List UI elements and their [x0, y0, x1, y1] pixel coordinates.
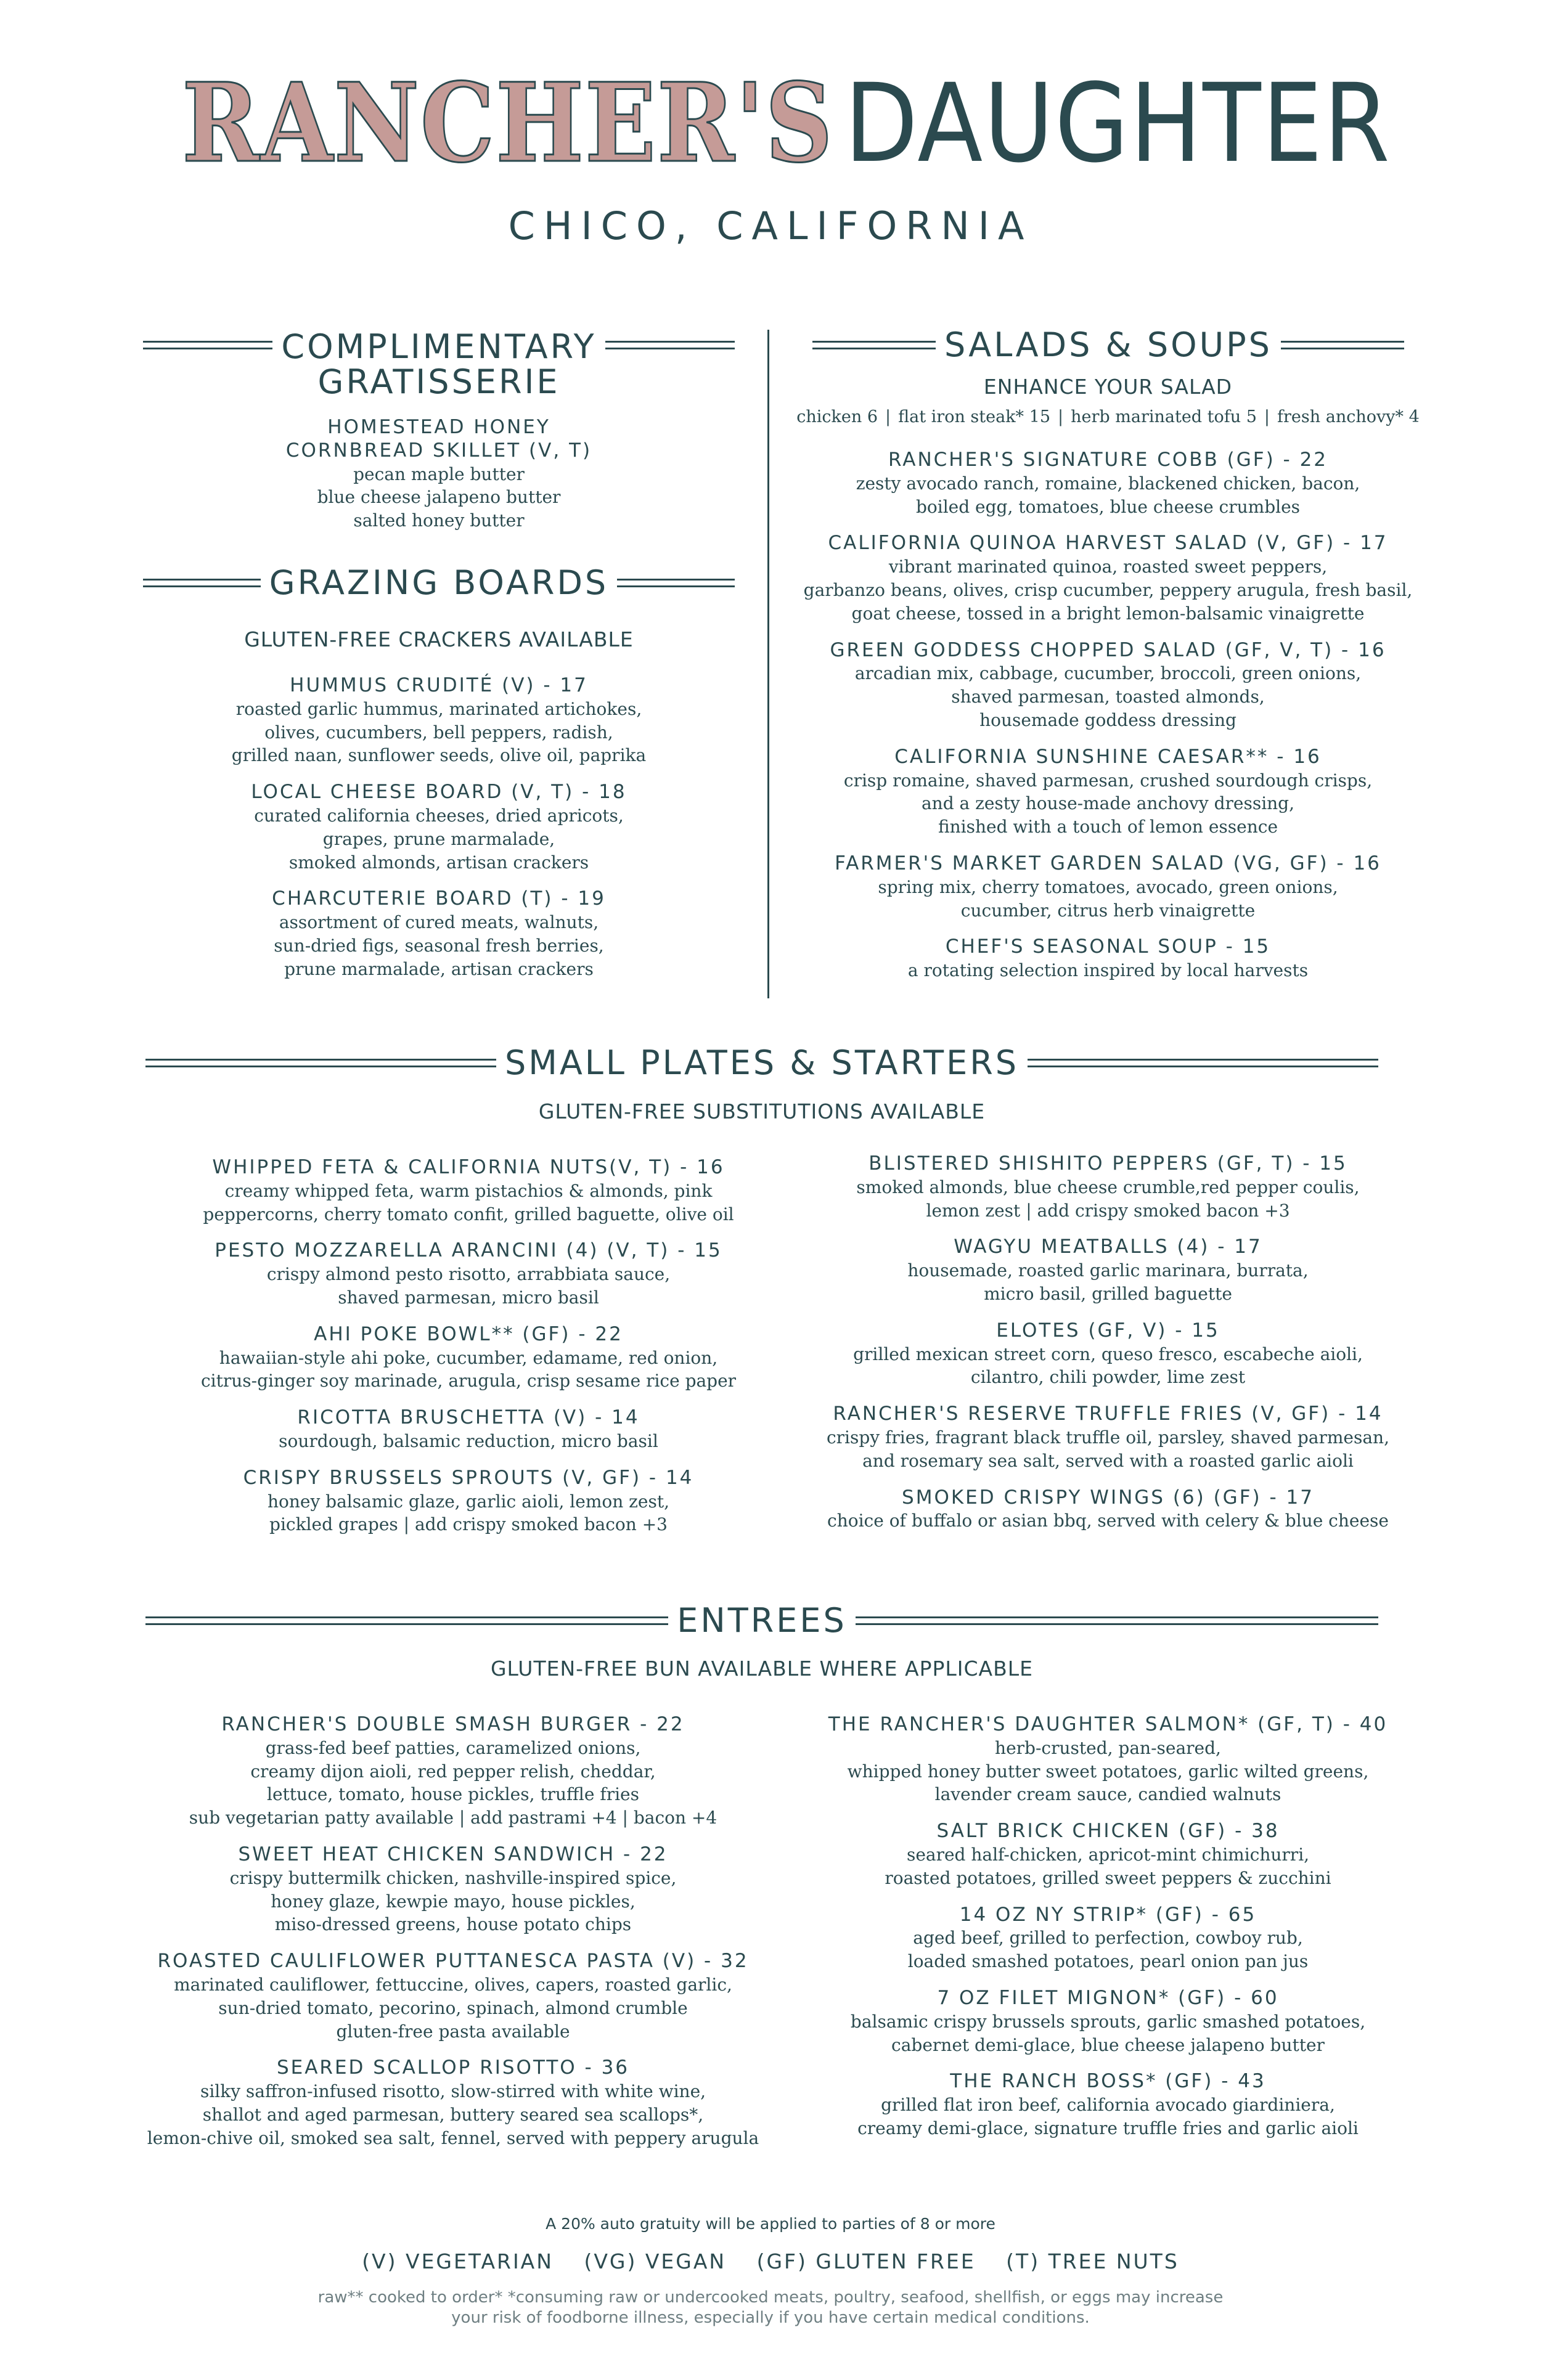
- desc-line: marinated cauliflower, fettuccine, olives, capers, roasted garlic,: [174, 1975, 732, 1995]
- item-description: [795, 2010, 1421, 2057]
- item-name: RANCHER'S DOUBLE SMASH BURGER - 22: [221, 1713, 685, 1735]
- desc-line: crispy fries, fragrant black truffle oil, parsley, shaved parmesan,: [826, 1427, 1389, 1448]
- desc-line: grapes, prune marmalade,: [322, 828, 555, 849]
- enhance-option: flat iron steak* 15: [898, 407, 1050, 426]
- desc-line: lemon-chive oil, smoked sea salt, fennel, served with peppery arugula: [147, 2127, 759, 2148]
- desc-line: smoked almonds, blue cheese crumble,red pepper coulis,: [856, 1176, 1360, 1197]
- item-description: [795, 769, 1421, 839]
- item-name: FARMER'S MARKET GARDEN SALAD (VG, GF) - 16: [835, 852, 1381, 875]
- desc-line: grilled naan, sunflower seeds, olive oil, paprika: [231, 745, 647, 766]
- desc-line: silky saffron-infused risotto, slow-stirred with white wine,: [200, 2081, 706, 2102]
- item-description: [795, 1737, 1421, 1806]
- heading-rule: [856, 1616, 1378, 1625]
- item-name: SWEET HEAT CHICKEN SANDWICH - 22: [238, 1843, 668, 1865]
- menu-item: [795, 532, 1421, 625]
- desc-line: finished with a touch of lemon essence: [938, 817, 1278, 837]
- item-description: [795, 662, 1421, 732]
- location: CHICO, CALIFORNIA: [508, 203, 1033, 248]
- legend-item: (T) TREE NUTS: [1006, 2249, 1179, 2273]
- item-name: RANCHER'S SIGNATURE COBB (GF) - 22: [888, 449, 1328, 471]
- item-description: [795, 555, 1421, 625]
- item-name: CALIFORNIA SUNSHINE CAESAR** - 16: [894, 745, 1322, 768]
- desc-line: housemade goddess dressing: [979, 710, 1236, 731]
- salads-column: [795, 449, 1421, 996]
- menu-item: [143, 416, 735, 532]
- menu-item: [126, 1950, 780, 2043]
- menu-item: [795, 639, 1421, 732]
- desc-line: shaved parmesan, toasted almonds,: [951, 687, 1265, 707]
- desc-line: crispy buttermilk chicken, nashville-inspired spice,: [229, 1867, 677, 1888]
- item-description: [126, 1867, 780, 1936]
- desc-line: housemade, roasted garlic marinara, burrata,: [907, 1260, 1309, 1281]
- item-description: [795, 1426, 1421, 1473]
- item-description: [143, 463, 735, 532]
- desc-line: cilantro, chili powder, lime zest: [970, 1367, 1246, 1388]
- item-name: CHARCUTERIE BOARD (T) - 19: [272, 887, 606, 910]
- menu-item: [795, 1486, 1421, 1533]
- desc-line: crispy almond pesto risotto, arrabbiata sauce,: [266, 1264, 671, 1285]
- menu-item: [143, 887, 735, 980]
- menu-item: [795, 1820, 1421, 1889]
- section-title: SMALL PLATES & STARTERS: [504, 1043, 1020, 1082]
- disclaimer-line: raw** cooked to order* *consuming raw or undercooked meats, poultry, seafood, shellfish, or eggs may increase: [317, 2288, 1224, 2307]
- entrees-left-column: [126, 1713, 780, 2164]
- heading-rule: [143, 579, 261, 587]
- menu-item: [143, 781, 735, 874]
- desc-line: aged beef, grilled to perfection, cowboy rub,: [913, 1928, 1303, 1949]
- menu-item: [795, 852, 1421, 922]
- desc-line: seared half-chicken, apricot-mint chimichurri,: [906, 1844, 1310, 1865]
- desc-line: arcadian mix, cabbage, cucumber, broccoli, green onions,: [854, 663, 1362, 684]
- item-name: ROASTED CAULIFLOWER PUTTANESCA PASTA (V) - 32: [157, 1950, 749, 1973]
- desc-line: hawaiian-style ahi poke, cucumber, edamame, red onion,: [219, 1347, 718, 1368]
- item-name: SEARED SCALLOP RISOTTO - 36: [276, 2056, 630, 2079]
- section-heading-salads: [812, 325, 1404, 364]
- menu-item: [795, 935, 1421, 982]
- item-name: LOCAL CHEESE BOARD (V, T) - 18: [251, 781, 627, 804]
- item-name: 7 OZ FILET MIGNON* (GF) - 60: [937, 1987, 1279, 2010]
- menu-item: [795, 746, 1421, 839]
- item-description: [166, 1347, 770, 1393]
- menu-item: [795, 2070, 1421, 2140]
- item-name: PESTO MOZZARELLA ARANCINI (4) (V, T) - 15: [215, 1239, 722, 1262]
- desc-line: zesty avocado ranch, romaine, blackened chicken, bacon,: [856, 473, 1360, 494]
- heading-rule: [145, 1616, 668, 1625]
- desc-line: blue cheese jalapeno butter: [317, 487, 561, 508]
- menu-item: [795, 1987, 1421, 2056]
- item-name: THE RANCHER'S DAUGHTER SALMON* (GF, T) - 40: [828, 1713, 1388, 1735]
- heading-rule: [617, 579, 735, 587]
- desc-line: creamy whipped feta, warm pistachios & almonds, pink: [224, 1180, 713, 1201]
- enhance-block: [795, 375, 1421, 426]
- section-heading-small-plates: [145, 1043, 1378, 1082]
- desc-line: citrus-ginger soy marinade, arugula, crisp sesame rice paper: [200, 1371, 737, 1392]
- item-name: BLISTERED SHISHITO PEPPERS (GF, T) - 15: [869, 1152, 1347, 1175]
- item-name: RANCHER'S RESERVE TRUFFLE FRIES (V, GF) - 14: [833, 1403, 1383, 1425]
- desc-line: grilled flat iron beef, california avocado giardiniera,: [881, 2095, 1335, 2116]
- item-name: HUMMUS CRUDITÉ (V) - 17: [290, 674, 588, 696]
- desc-line: loaded smashed potatoes, pearl onion pan jus: [907, 1951, 1309, 1972]
- item-description: [126, 1973, 780, 2043]
- heading-rule: [143, 341, 272, 349]
- item-name: CHEF'S SEASONAL SOUP - 15: [945, 935, 1271, 958]
- desc-line: gluten-free pasta available: [336, 2021, 570, 2042]
- desc-line: spring mix, cherry tomatoes, avocado, green onions,: [878, 876, 1338, 897]
- brand-logo: [0, 59, 1541, 187]
- desc-line: herb-crusted, pan-seared,: [995, 1737, 1221, 1758]
- desc-line: crisp romaine, shaved parmesan, crushed sourdough crisps,: [843, 770, 1373, 791]
- desc-line: creamy demi-glace, signature truffle fries and garlic aioli: [857, 2118, 1359, 2139]
- item-description: [126, 1737, 780, 1830]
- entrees-note: GLUTEN-FREE BUN AVAILABLE WHERE APPLICABLE: [490, 1657, 1033, 1681]
- title-line: COMPLIMENTARY: [281, 327, 597, 366]
- desc-line: creamy dijon aioli, red pepper relish, cheddar,: [250, 1761, 656, 1782]
- legend-item: (V) VEGETARIAN: [362, 2249, 554, 2273]
- menu-item: [795, 1152, 1421, 1222]
- desc-line: vibrant marinated quinoa, roasted sweet peppers,: [888, 556, 1328, 577]
- desc-line: sub vegetarian patty available | add pastrami +4 | bacon +4: [189, 1807, 717, 1828]
- item-description: [166, 1263, 770, 1310]
- title-line: GRATISSERIE: [317, 362, 560, 401]
- desc-line: a rotating selection inspired by local harvests: [907, 960, 1309, 981]
- item-name: WAGYU MEATBALLS (4) - 17: [954, 1236, 1262, 1258]
- desc-line: smoked almonds, artisan crackers: [288, 852, 589, 873]
- desc-line: roasted garlic hummus, marinated artichokes,: [235, 698, 642, 719]
- item-name: [143, 416, 735, 463]
- desc-line: assortment of cured meats, walnuts,: [279, 912, 599, 933]
- desc-line: peppercorns, cherry tomato confit, grilled baguette, olive oil: [203, 1204, 734, 1225]
- item-name: CRISPY BRUSSELS SPROUTS (V, GF) - 14: [243, 1466, 694, 1489]
- menu-item: [166, 1467, 770, 1536]
- desc-line: and rosemary sea salt, served with a roasted garlic aioli: [862, 1450, 1354, 1471]
- menu-item: [166, 1323, 770, 1393]
- item-description: [795, 1926, 1421, 1973]
- section-heading-entrees: [145, 1601, 1378, 1640]
- item-description: [166, 1490, 770, 1537]
- menu-item: [795, 449, 1421, 518]
- desc-line: cabernet demi-glace, blue cheese jalapeno butter: [891, 2034, 1325, 2055]
- heading-rule: [1281, 341, 1404, 349]
- item-description: [795, 2093, 1421, 2140]
- small-plates-left-column: [166, 1156, 770, 1550]
- desc-line: pecan maple butter: [353, 463, 525, 484]
- item-name: SMOKED CRISPY WINGS (6) (GF) - 17: [902, 1486, 1314, 1509]
- enhance-options: chicken 6 | flat iron steak* 15 | herb marinated tofu 5 | fresh anchovy* 4: [796, 407, 1420, 426]
- desc-line: sun-dried figs, seasonal fresh berries,: [274, 935, 604, 956]
- section-title: GRAZING BOARDS: [269, 563, 609, 602]
- section-title: [272, 327, 605, 401]
- desc-line: olives, cucumbers, bell peppers, radish,: [264, 722, 613, 743]
- enhance-option: fresh anchovy* 4: [1277, 407, 1420, 426]
- menu-item: [795, 1904, 1421, 1973]
- menu-item: [166, 1156, 770, 1226]
- item-description: [795, 959, 1421, 982]
- legend-item: (VG) VEGAN: [584, 2249, 727, 2273]
- desc-line: balsamic crispy brussels sprouts, garlic smashed potatoes,: [850, 2011, 1366, 2032]
- item-name-line: HOMESTEAD HONEY: [327, 416, 550, 438]
- desc-line: salted honey butter: [353, 510, 525, 531]
- item-description: [166, 1430, 770, 1453]
- desc-line: grilled mexican street corn, queso fresco, escabeche aioli,: [853, 1343, 1363, 1364]
- menu-item: [126, 2056, 780, 2150]
- menu-item: [126, 1843, 780, 1936]
- desc-line: honey glaze, kewpie mayo, house pickles,: [271, 1891, 636, 1912]
- grazing-note: GLUTEN-FREE CRACKERS AVAILABLE: [244, 627, 634, 651]
- desc-line: pickled grapes | add crispy smoked bacon +3: [269, 1514, 668, 1535]
- grazing-column: [143, 674, 735, 995]
- item-name: 14 OZ NY STRIP* (GF) - 65: [959, 1903, 1257, 1926]
- item-name: GREEN GODDESS CHOPPED SALAD (GF, V, T) - 16: [830, 638, 1386, 661]
- heading-rule: [145, 1059, 496, 1067]
- small-plates-note: GLUTEN-FREE SUBSTITUTIONS AVAILABLE: [538, 1099, 986, 1123]
- enhance-title: ENHANCE YOUR SALAD: [983, 375, 1233, 399]
- item-description: [143, 804, 735, 874]
- desc-line: curated california cheeses, dried apricots,: [254, 805, 624, 826]
- item-name: CALIFORNIA QUINOA HARVEST SALAD (V, GF) - 17: [828, 532, 1388, 555]
- enhance-option: herb marinated tofu 5: [1071, 407, 1257, 426]
- desc-line: sun-dried tomato, pecorino, spinach, almond crumble: [218, 1997, 688, 2018]
- desc-line: whipped honey butter sweet potatoes, garlic wilted greens,: [847, 1761, 1369, 1782]
- desc-line: miso-dressed greens, house potato chips: [274, 1914, 632, 1935]
- desc-line: lavender cream sauce, candied walnuts: [934, 1784, 1281, 1805]
- section-title: SALADS & SOUPS: [944, 325, 1272, 364]
- item-name: SALT BRICK CHICKEN (GF) - 38: [936, 1820, 1280, 1843]
- desc-line: goat cheese, tossed in a bright lemon-balsamic vinaigrette: [851, 603, 1365, 624]
- menu-item: [143, 674, 735, 767]
- item-name: WHIPPED FETA & CALIFORNIA NUTS(V, T) - 16: [212, 1156, 725, 1178]
- item-description: [143, 911, 735, 980]
- brand-name-right: DAUGHTER: [844, 60, 1391, 187]
- heading-rule: [1028, 1059, 1378, 1067]
- desc-line: shaved parmesan, micro basil: [338, 1287, 599, 1308]
- desc-line: choice of buffalo or asian bbq, served with celery & blue cheese: [827, 1510, 1389, 1531]
- item-description: [795, 472, 1421, 519]
- item-description: [795, 1176, 1421, 1223]
- item-description: [795, 1343, 1421, 1390]
- menu-item: [166, 1406, 770, 1453]
- column-divider: [767, 330, 769, 998]
- desc-line: micro basil, grilled baguette: [984, 1284, 1232, 1305]
- entrees-right-column: [795, 1713, 1421, 2154]
- menu-item: [795, 1713, 1421, 1806]
- heading-rule: [605, 341, 735, 349]
- desc-line: honey balsamic glaze, garlic aioli, lemon zest,: [267, 1491, 670, 1512]
- desc-line: and a zesty house-made anchovy dressing,: [921, 793, 1295, 814]
- menu-item: [795, 1236, 1421, 1305]
- desc-line: sourdough, balsamic reduction, micro basil: [279, 1431, 658, 1452]
- menu-item: [166, 1239, 770, 1309]
- item-name: ELOTES (GF, V) - 15: [996, 1319, 1220, 1342]
- desc-line: shallot and aged parmesan, buttery seared sea scallops*,: [202, 2105, 704, 2125]
- desc-line: grass-fed beef patties, caramelized onions,: [265, 1737, 641, 1758]
- enhance-option: chicken 6: [796, 407, 878, 426]
- item-name: AHI POKE BOWL** (GF) - 22: [314, 1322, 623, 1345]
- item-description: [126, 2080, 780, 2150]
- small-plates-right-column: [795, 1152, 1421, 1546]
- item-description: [795, 1259, 1421, 1306]
- desc-line: garbanzo beans, olives, crisp cucumber, peppery arugula, fresh basil,: [803, 580, 1413, 601]
- legend-item: (GF) GLUTEN FREE: [756, 2249, 976, 2273]
- menu-item: [795, 1403, 1421, 1472]
- complimentary-column: [143, 416, 735, 546]
- menu-item: [126, 1713, 780, 1830]
- item-name-line: CORNBREAD SKILLET (V, T): [285, 439, 592, 462]
- desc-line: prune marmalade, artisan crackers: [284, 958, 594, 979]
- item-name: RICOTTA BRUSCHETTA (V) - 14: [297, 1406, 640, 1429]
- gratuity-note: A 20% auto gratuity will be applied to parties of 8 or more: [546, 2215, 995, 2233]
- item-description: [795, 1509, 1421, 1533]
- dietary-legend: [0, 2249, 1541, 2273]
- heading-rule: [812, 341, 936, 349]
- section-heading-grazing: [143, 563, 735, 602]
- desc-line: roasted potatoes, grilled sweet peppers & zucchini: [885, 1867, 1331, 1888]
- desc-line: lettuce, tomato, house pickles, truffle fries: [267, 1784, 639, 1805]
- item-description: [795, 1843, 1421, 1890]
- brand-name-left: RANCHER'S: [181, 59, 834, 187]
- desc-line: lemon zest | add crispy smoked bacon +3: [926, 1200, 1290, 1221]
- section-heading-complimentary: [143, 327, 735, 401]
- item-description: [143, 698, 735, 767]
- item-description: [166, 1180, 770, 1226]
- section-title: ENTREES: [677, 1601, 847, 1640]
- health-disclaimer: [0, 2288, 1541, 2328]
- menu-item: [795, 1319, 1421, 1389]
- item-description: [795, 876, 1421, 923]
- desc-line: cucumber, citrus herb vinaigrette: [960, 900, 1256, 921]
- item-name: THE RANCH BOSS* (GF) - 43: [950, 2070, 1266, 2093]
- desc-line: boiled egg, tomatoes, blue cheese crumbles: [915, 496, 1301, 517]
- disclaimer-line: your risk of foodborne illness, especially if you have certain medical conditions.: [451, 2308, 1090, 2327]
